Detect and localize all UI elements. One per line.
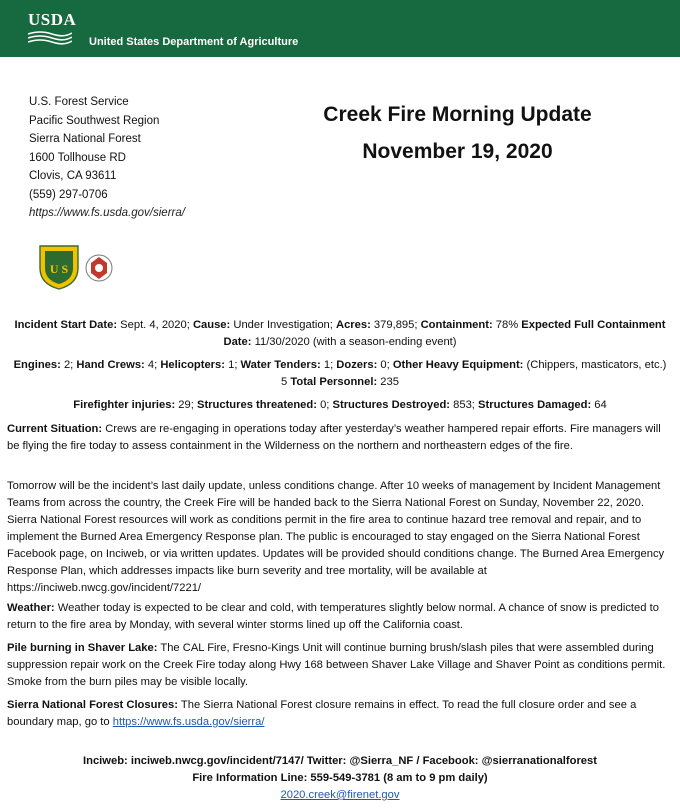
closures-label: Sierra National Forest Closures: xyxy=(7,699,178,711)
usda-banner xyxy=(0,0,680,57)
start-date-label: Incident Start Date: xyxy=(14,319,118,331)
department-name: United States Department of Agriculture xyxy=(89,36,299,48)
address-line: Sierra National Forest xyxy=(29,133,141,145)
hand-crews-value: 4; xyxy=(144,359,161,371)
weather-paragraph xyxy=(7,600,673,634)
water-tenders-value: 1; xyxy=(320,359,337,371)
weather-label: Weather: xyxy=(7,602,55,614)
injuries-label: Firefighter injuries: xyxy=(73,399,176,411)
footer-contacts: Inciweb: inciweb.nwcg.gov/incident/7147/ Twitter: @Sierra_NF / Facebook: @sierranationalforest xyxy=(83,755,597,767)
helicopters-label: Helicopters: xyxy=(160,359,225,371)
address-line: Clovis, CA 93611 xyxy=(29,170,117,182)
containment-label: Containment: xyxy=(420,319,493,331)
closures-text: The Sierra National Forest closure remains in effect. To read the full closure order and see a boundary map, go to xyxy=(7,699,637,728)
injuries-value: 29; xyxy=(175,399,197,411)
cause-label: Cause: xyxy=(192,319,231,331)
address-line: 1600 Tollhouse RD xyxy=(29,151,126,164)
expected-containment-label: Expected Full Containment Date: xyxy=(223,319,666,348)
handback-paragraph: Tomorrow will be the incident’s last daily update, unless conditions change. After 10 weeks of management by Incident Management Teams from across the country, the Creek Fire will be handed back to the Sierra National Forest on Sunday, November 22, 2020. Sierra National Forest resources will work as conditions permit in the fire area to continue hazard tree removal and repair, and to implement the Burned Area Emergency Response plan. The public is encouraged to stay engaged on the Sierra National Forest Facebook page, on Inciweb, or via written updates. Updates will be provided should conditions change. The Burned Area Emergency Response Plan, which addresses impacts like burn severity and tree mortality, will be available at https://inciweb.nwcg.gov/incident/7221/ xyxy=(7,480,665,594)
incident-team-badge-icon xyxy=(86,255,112,281)
usda-logo-icon xyxy=(28,30,72,46)
footer-email xyxy=(0,787,680,804)
structures-summary xyxy=(10,397,670,414)
start-date-value: Sept. 4, 2020; xyxy=(117,319,193,331)
address-block xyxy=(29,93,185,223)
acres-label: Acres: xyxy=(335,319,371,331)
damaged-label: Structures Damaged: xyxy=(478,399,592,411)
weather-text: Weather today is expected to be clear and cold, with temperatures slightly below normal. A chance of snow is predicted to return to the fire area by Monday, with several winter storms lined up off the California coast. xyxy=(7,602,659,631)
threatened-value: 0; xyxy=(316,399,333,411)
address-line: Pacific Southwest Region xyxy=(29,114,160,127)
total-personnel-label: Total Personnel: xyxy=(290,376,378,388)
closure-map-link[interactable]: https://www.fs.usda.gov/sierra/ xyxy=(112,716,265,728)
incident-summary xyxy=(10,317,670,351)
dozers-value: 0; xyxy=(377,359,393,371)
engines-label: Engines: xyxy=(13,359,61,371)
agency-logos xyxy=(38,242,118,290)
usda-logo-text: USDA xyxy=(28,10,77,29)
hand-crews-label: Hand Crews: xyxy=(76,359,145,371)
expected-containment-value: 11/30/2020 (with a season-ending event) xyxy=(251,336,457,348)
heavy-equipment-value: (Chippers, masticators, etc.) 5 xyxy=(281,359,667,388)
title-line: Creek Fire Morning Update xyxy=(323,103,592,126)
svg-text:U S: U S xyxy=(49,262,69,276)
heavy-equipment-label: Other Heavy Equipment: xyxy=(392,359,524,371)
containment-value: 78% xyxy=(492,319,522,331)
closures-paragraph xyxy=(7,697,673,731)
current-situation xyxy=(7,421,673,455)
address-line: U.S. Forest Service xyxy=(29,96,129,108)
engines-value: 2; xyxy=(60,359,77,371)
email-link[interactable]: 2020.creek@firenet.gov xyxy=(280,789,400,801)
damaged-value: 64 xyxy=(591,399,607,411)
acres-value: 379,895; xyxy=(370,319,421,331)
total-personnel-value: 235 xyxy=(377,376,399,388)
situation-text: Crews are re-engaging in operations today after yesterday’s weather hampered repair efforts. Fire managers will be flying the fire today to assess containment in the Wilderness on the northern and northeastern edges of the fire. xyxy=(7,423,661,452)
threatened-label: Structures threatened: xyxy=(196,399,317,411)
pile-burning-text: The CAL Fire, Fresno-Kings Unit will continue burning brush/slash piles that were assembled during suppression repair work on the Creek Fire today along Hwy 168 between Shaver Lake Village and Shaver Point as conditions permit. Smoke from the burn piles may be visible locally. xyxy=(7,642,666,688)
water-tenders-label: Water Tenders: xyxy=(240,359,321,371)
helicopters-value: 1; xyxy=(224,359,241,371)
phone-number: (559) 297-0706 xyxy=(29,188,108,201)
footer-phone: Fire Information Line: 559-549-3781 (8 am to 9 pm daily) xyxy=(192,772,488,784)
resources-summary xyxy=(10,357,670,391)
pile-burning-paragraph xyxy=(7,640,673,691)
situation-label: Current Situation: xyxy=(7,423,103,435)
cause-value: Under Investigation; xyxy=(230,319,336,331)
destroyed-value: 853; xyxy=(450,399,479,411)
destroyed-label: Structures Destroyed: xyxy=(332,399,451,411)
forest-service-shield-icon xyxy=(40,246,78,289)
sierra-url-link[interactable]: https://www.fs.usda.gov/sierra/ xyxy=(29,207,185,219)
dozers-label: Dozers: xyxy=(336,359,378,371)
pile-burning-label: Pile burning in Shaver Lake: xyxy=(7,642,158,654)
title-date: November 19, 2020 xyxy=(362,140,553,163)
page-title xyxy=(270,96,645,170)
